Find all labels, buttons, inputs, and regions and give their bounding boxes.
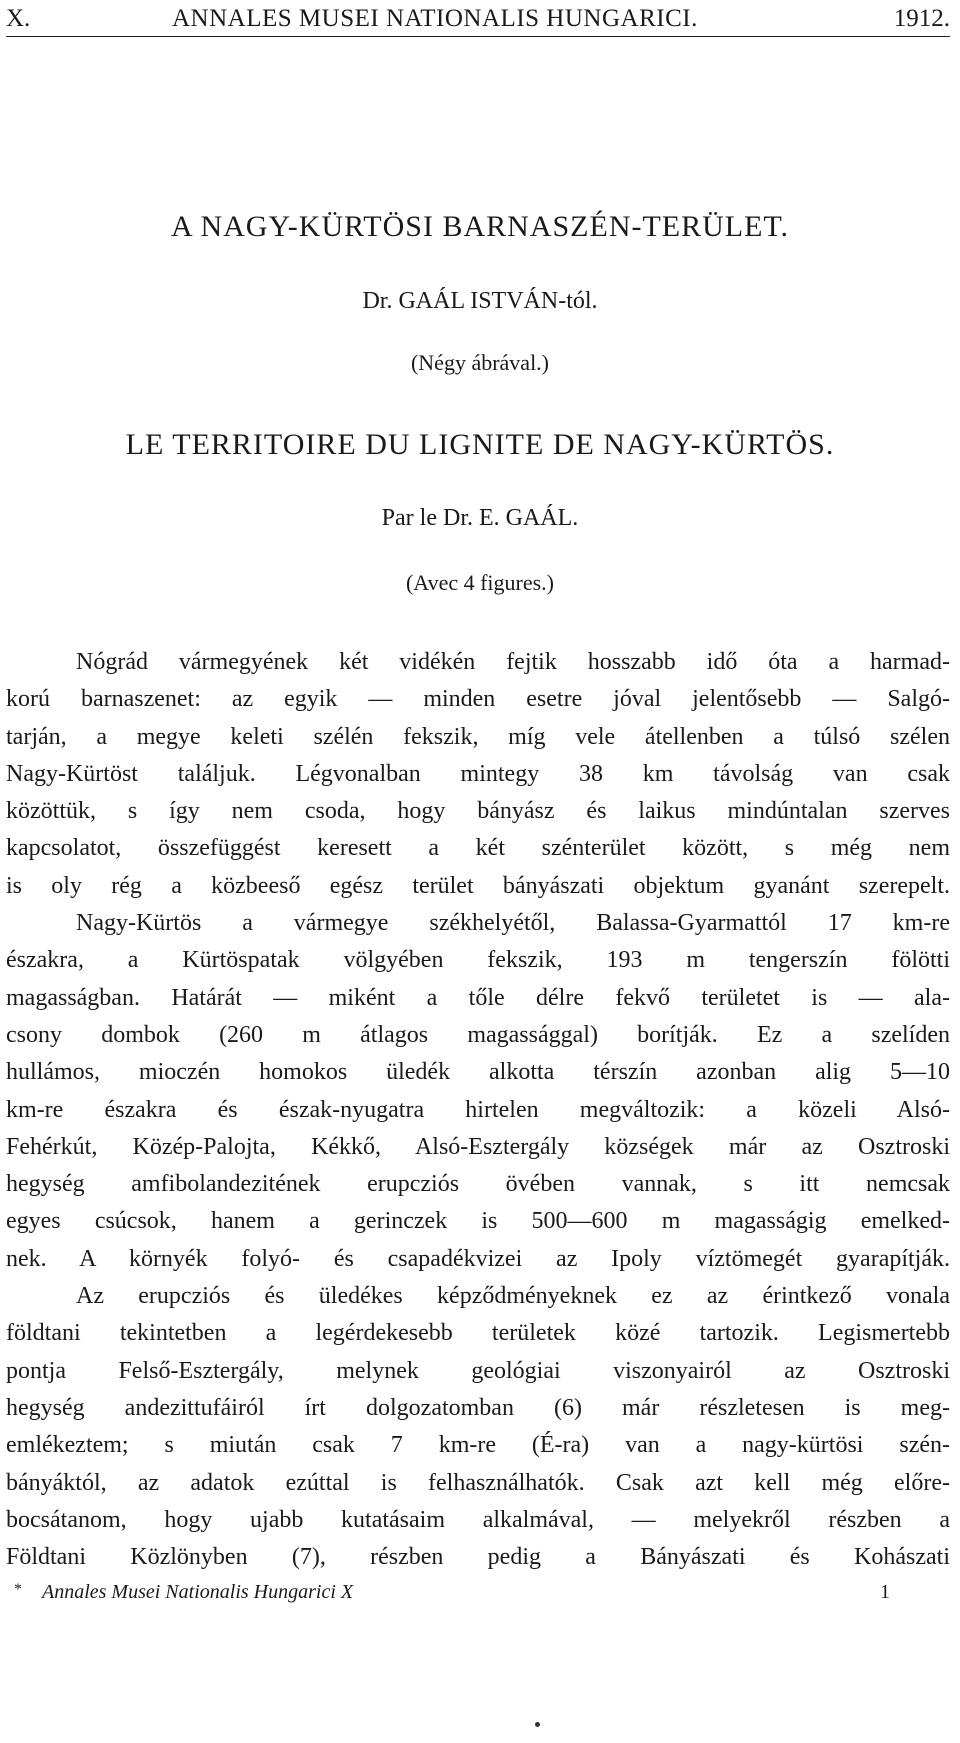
body-line: is oly rég a közbeeső egész terület bányászati objektum gyanánt szerepelt. xyxy=(6,872,950,899)
body-line: Földtani Közlönyben (7), részben pedig a Bányászati és Kohászati xyxy=(6,1544,950,1571)
body-line: hegység amfibolandezitének erupcziós övében vannak, s itt nemcsak xyxy=(6,1171,950,1198)
body-line: Az erupcziós és üledékes képződményeknek ez az érintkező vonala xyxy=(76,1283,950,1310)
body-line: bocsátanom, hogy ujabb kutatásaim alkalmával, — melyekről részben a xyxy=(6,1506,950,1533)
page-footer xyxy=(6,1577,950,1607)
print-speck xyxy=(535,1722,540,1727)
body-line: csony dombok (260 m átlagos magassággal) borítják. Ez a szelíden xyxy=(6,1021,950,1048)
body-line: hegység andezittufáiról írt dolgozatomban (6) már részletesen is meg- xyxy=(6,1394,950,1421)
author-line-french: Par le Dr. E. GAÁL. xyxy=(381,505,579,531)
body-line: hullámos, mioczén homokos üledék alkotta térszín azonban alig 5—10 xyxy=(6,1059,950,1086)
body-line: kapcsolatot, összefüggést keresett a két szénterület között, s még nem xyxy=(6,835,950,862)
journal-title: ANNALES MUSEI NATIONALIS HUNGARICI. xyxy=(172,5,698,32)
body-line: emlékeztem; s miután csak 7 km-re (É-ra) van a nagy-kürtösi szén- xyxy=(6,1432,950,1459)
publication-year: 1912. xyxy=(893,5,950,32)
body-line: tarján, a megye keleti szélén fekszik, míg vele átellenben a túlsó szélen xyxy=(6,723,950,750)
volume-number: X. xyxy=(6,5,31,32)
footnote-mark: * xyxy=(14,1581,22,1598)
article-title-french: LE TERRITOIRE DU LIGNITE DE NAGY-KÜRTÖS. xyxy=(125,428,835,461)
body-line: földtani tekintetben a legérdekesebb területek közé tartozik. Legismertebb xyxy=(6,1320,950,1347)
body-line: Fehérkút, Közép-Palojta, Kékkő, Alsó-Esztergály községek már az Osztroski xyxy=(6,1133,950,1160)
body-line: korú barnaszenet: az egyik — minden esetre jóval jelentősebb — Salgó- xyxy=(6,686,950,713)
body-line: északra, a Kürtöspatak völgyében fekszik, 193 m tengerszín fölötti xyxy=(6,947,950,974)
article-title-hungarian: A NAGY-KÜRTÖSI BARNASZÉN-TERÜLET. xyxy=(170,210,790,243)
body-line: nek. A környék folyó- és csapadékvizei az Ipoly víztömegét gyarapítják. xyxy=(6,1245,950,1272)
page-number: 1 xyxy=(880,1581,890,1603)
body-line: közöttük, s így nem csoda, hogy bányász és laikus mindúntalan szerves xyxy=(6,798,950,825)
running-header xyxy=(6,2,950,37)
body-line: km-re északra és észak-nyugatra hirtelen megváltozik: a közeli Alsó- xyxy=(6,1096,950,1123)
body-line: Nagy-Kürtöst találjuk. Légvonalban mintegy 38 km távolság van csak xyxy=(6,760,950,787)
body-line: egyes csúcsok, hanem a gerinczek is 500—600 m magasságig emelked- xyxy=(6,1208,950,1235)
article-body xyxy=(6,644,950,1576)
journal-reference: Annales Musei Nationalis Hungarici X xyxy=(42,1581,354,1603)
body-line: pontja Felső-Esztergály, melynek geológiai viszonyairól az Osztroski xyxy=(6,1357,950,1384)
figures-note-french: (Avec 4 figures.) xyxy=(405,570,555,595)
body-line: bányáktól, az adatok ezúttal is felhasználhatók. Csak azt kell még előre- xyxy=(6,1469,950,1496)
body-line: Nagy-Kürtös a vármegye székhelyétől, Balassa-Gyarmattól 17 km-re xyxy=(76,910,950,937)
body-line: magasságban. Határát — miként a tőle délre fekvő területet is — ala- xyxy=(6,984,950,1011)
body-line: Nógrád vármegyének két vidékén fejtik hosszabb idő óta a harmad- xyxy=(76,649,950,675)
figures-note-hungarian: (Négy ábrával.) xyxy=(410,350,550,375)
author-line-hungarian: Dr. GAÁL ISTVÁN-tól. xyxy=(362,288,598,314)
